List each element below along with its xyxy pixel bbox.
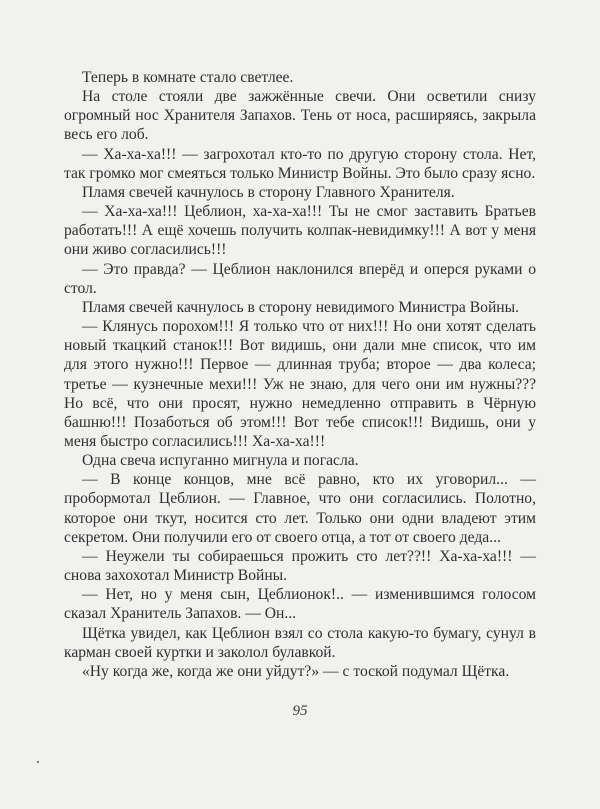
paragraph: — Это правда? — Цеблион наклонился вперёд и оперся руками о стол.	[64, 260, 536, 297]
paragraph: Одна свеча испуганно мигнула и погасла.	[82, 452, 359, 470]
paragraph: — Неужели ты собираешься прожить сто лет??!! Ха-ха-ха!!! — снова захохотал Министр Войны.	[64, 547, 536, 585]
page-number: 95	[292, 703, 308, 719]
paragraph: Пламя свечей качнулось в сторону невидимого Министра Войны.	[82, 298, 520, 316]
paragraph: — Нет, но у меня сын, Цеблионок!.. — изменившимся голосом сказал Хранитель Запахов. — Он...	[64, 586, 536, 623]
paragraph: — В конце концов, мне всё равно, кто их уговорил... — пробормотал Цеблион. — Главное, что они согласились. Полотно, которое они ткут, носится сто лет. Только они одни владеют этим секретом. Они получили его от своего отца, а тот от своего деда...	[64, 471, 536, 546]
print-speck	[37, 761, 39, 763]
paragraph: — Клянусь порохом!!! Я только что от них!!! Но они хотят сделать новый ткацкий станок!!! Вот видишь, они дали мне список, что им для этого нужно!!! Первое — длинная труба; второе — два колеса; третье — кузнечные мехи!!! Уж не знаю, для чего они им нужны??? Но всё, что они просят, нужно немедленно отправить в Чёрную башню!!! Позаботься об этом!!! Вот тебе список!!! Видишь, они у меня быстро согласились!!! Ха-ха-ха!!!	[64, 318, 536, 450]
paragraph: «Ну когда же, когда же они уйдут?» — с тоской подумал Щётка.	[82, 662, 510, 680]
paragraph: На столе стояли две зажжённые свечи. Они осветили снизу огромный нос Хранителя Запахов. Тень от носа, расширяясь, закрыла весь его лоб.	[64, 88, 536, 144]
paragraph: Щётка увидел, как Цеблион взял со стола какую-то бумагу, сунул в карман своей куртки и заколол булавкой.	[64, 624, 536, 661]
paragraph: Теперь в комнате стало светлее.	[82, 69, 294, 86]
paragraph: Пламя свечей качнулось в сторону Главного Хранителя.	[82, 183, 455, 201]
paragraph: — Ха-ха-ха!!! — загрохотал кто-то по другую сторону стола. Нет, так громко мог смеяться только Министр Войны. Это было сразу ясно.	[64, 145, 536, 182]
paragraph: — Ха-ха-ха!!! Цеблион, ха-ха-ха!!! Ты не смог заставить Братьев работать!!! А ещё хочешь получить колпак-невидимку!!! А вот у меня они живо согласились!!!	[64, 203, 536, 259]
body-text	[64, 68, 536, 681]
